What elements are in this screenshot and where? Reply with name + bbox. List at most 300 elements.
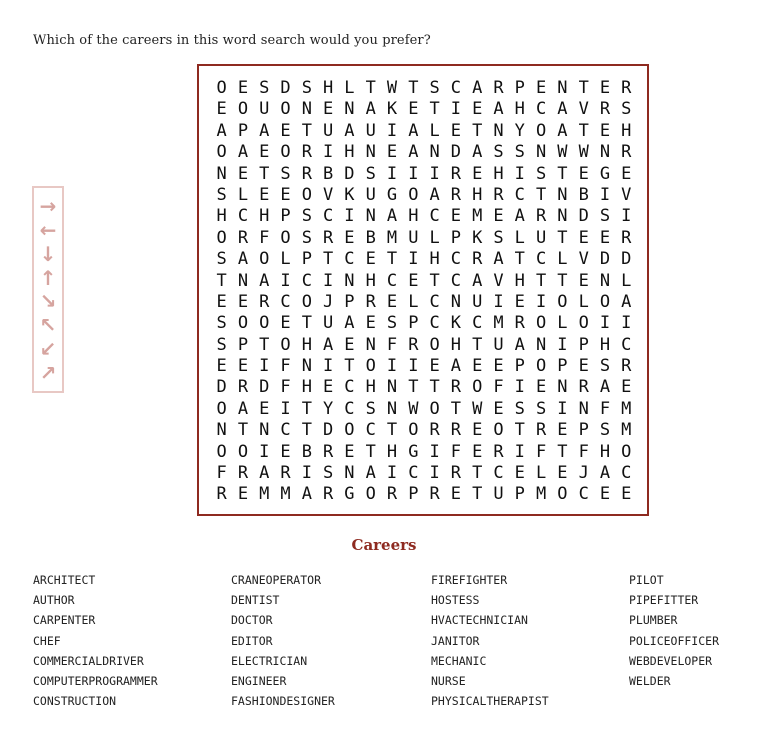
grid-letter[interactable]: S [535, 398, 547, 419]
grid-letter[interactable]: M [259, 484, 270, 505]
grid-letter[interactable]: S [301, 78, 312, 98]
grid-letter[interactable]: R [621, 227, 632, 248]
grid-letter[interactable]: E [450, 120, 462, 141]
grid-letter[interactable]: Y [323, 398, 334, 419]
grid-letter[interactable]: I [557, 334, 568, 355]
grid-letter[interactable]: O [557, 291, 568, 312]
grid-letter[interactable]: V [323, 184, 334, 205]
grid-letter[interactable]: T [578, 120, 589, 141]
grid-letter[interactable]: P [578, 420, 589, 441]
grid-letter[interactable]: E [493, 398, 504, 419]
grid-letter[interactable]: G [599, 163, 611, 184]
grid-letter[interactable]: H [323, 78, 334, 98]
grid-letter[interactable]: F [599, 398, 611, 419]
grid-letter[interactable]: S [599, 356, 611, 377]
grid-letter[interactable]: I [323, 356, 334, 377]
grid-letter[interactable]: E [621, 377, 632, 398]
grid-letter[interactable]: C [621, 463, 632, 484]
grid-letter[interactable]: R [429, 484, 440, 505]
grid-letter[interactable]: E [280, 313, 291, 334]
grid-letter[interactable]: M [386, 227, 398, 248]
grid-letter[interactable]: S [216, 334, 227, 355]
grid-letter[interactable]: I [323, 142, 334, 163]
grid-letter[interactable]: O [621, 441, 632, 462]
grid-letter[interactable]: G [408, 441, 419, 462]
grid-letter[interactable]: A [599, 377, 611, 398]
grid-letter[interactable]: L [237, 184, 249, 205]
grid-letter[interactable]: N [493, 120, 504, 141]
grid-letter[interactable]: U [365, 120, 376, 141]
grid-letter[interactable]: R [323, 227, 334, 248]
grid-letter[interactable]: E [599, 120, 611, 141]
grid-letter[interactable]: V [493, 270, 504, 291]
grid-letter[interactable]: I [599, 313, 611, 334]
grid-letter[interactable]: E [237, 163, 249, 184]
grid-letter[interactable]: T [429, 99, 440, 120]
grid-letter[interactable]: T [450, 398, 462, 419]
grid-letter[interactable]: N [216, 163, 227, 184]
grid-letter[interactable]: O [216, 398, 227, 419]
grid-letter[interactable]: O [429, 334, 440, 355]
grid-letter[interactable]: I [386, 356, 398, 377]
grid-letter[interactable]: I [408, 356, 419, 377]
grid-letter[interactable]: R [408, 334, 419, 355]
grid-letter[interactable]: O [301, 291, 312, 312]
grid-letter[interactable]: P [344, 291, 355, 312]
grid-letter[interactable]: B [301, 441, 312, 462]
grid-letter[interactable]: I [535, 291, 547, 312]
grid-letter[interactable]: E [280, 120, 291, 141]
grid-letter[interactable]: F [535, 441, 547, 462]
grid-letter[interactable]: C [280, 291, 291, 312]
grid-letter[interactable]: H [408, 206, 419, 227]
grid-letter[interactable]: S [216, 184, 227, 205]
grid-letter[interactable]: H [429, 249, 440, 270]
grid-letter[interactable]: A [514, 206, 525, 227]
grid-letter[interactable]: A [450, 356, 462, 377]
grid-letter[interactable]: R [301, 163, 312, 184]
grid-letter[interactable]: T [301, 420, 312, 441]
grid-letter[interactable]: C [344, 249, 355, 270]
grid-letter[interactable]: A [301, 484, 312, 505]
grid-letter[interactable]: P [514, 484, 525, 505]
grid-letter[interactable]: R [323, 441, 334, 462]
grid-letter[interactable]: L [408, 291, 419, 312]
grid-letter[interactable]: W [578, 142, 589, 163]
grid-letter[interactable]: I [429, 441, 440, 462]
grid-letter[interactable]: H [472, 184, 483, 205]
grid-letter[interactable]: I [386, 120, 398, 141]
grid-letter[interactable]: T [557, 270, 568, 291]
grid-letter[interactable]: N [301, 99, 312, 120]
grid-letter[interactable]: U [365, 184, 376, 205]
grid-letter[interactable]: A [259, 270, 270, 291]
grid-letter[interactable]: E [557, 463, 568, 484]
grid-letter[interactable]: C [514, 184, 525, 205]
grid-letter[interactable]: O [280, 334, 291, 355]
grid-letter[interactable]: T [365, 441, 376, 462]
grid-letter[interactable]: P [578, 334, 589, 355]
grid-letter[interactable]: E [578, 356, 589, 377]
grid-letter[interactable]: N [386, 377, 398, 398]
grid-letter[interactable]: E [386, 291, 398, 312]
grid-letter[interactable]: H [386, 441, 398, 462]
grid-letter[interactable]: D [599, 249, 611, 270]
grid-letter[interactable]: D [344, 163, 355, 184]
grid-letter[interactable]: I [514, 163, 525, 184]
grid-letter[interactable]: O [216, 142, 227, 163]
grid-letter[interactable]: U [259, 99, 270, 120]
grid-letter[interactable]: B [365, 227, 376, 248]
grid-letter[interactable]: C [301, 270, 312, 291]
grid-letter[interactable]: K [386, 99, 398, 120]
grid-letter[interactable]: A [237, 398, 249, 419]
grid-letter[interactable]: I [408, 249, 419, 270]
grid-letter[interactable]: O [259, 313, 270, 334]
grid-letter[interactable]: A [493, 249, 504, 270]
grid-letter[interactable]: O [535, 356, 547, 377]
grid-letter[interactable]: O [216, 78, 227, 98]
grid-letter[interactable]: A [408, 120, 419, 141]
grid-letter[interactable]: S [365, 163, 376, 184]
grid-letter[interactable]: T [557, 163, 568, 184]
grid-letter[interactable]: E [450, 484, 462, 505]
grid-letter[interactable]: C [365, 420, 376, 441]
grid-letter[interactable]: E [408, 270, 419, 291]
grid-letter[interactable]: E [365, 249, 376, 270]
grid-letter[interactable]: I [429, 163, 440, 184]
grid-letter[interactable]: N [216, 420, 227, 441]
grid-letter[interactable]: N [557, 184, 568, 205]
grid-letter[interactable]: O [301, 184, 312, 205]
grid-letter[interactable]: S [301, 227, 312, 248]
grid-letter[interactable]: P [280, 206, 291, 227]
grid-letter[interactable]: N [344, 270, 355, 291]
grid-letter[interactable]: I [514, 441, 525, 462]
grid-letter[interactable]: H [599, 334, 611, 355]
grid-letter[interactable]: R [621, 356, 632, 377]
grid-letter[interactable]: N [386, 398, 398, 419]
grid-letter[interactable]: T [514, 249, 525, 270]
grid-letter[interactable]: L [557, 313, 568, 334]
grid-letter[interactable]: M [621, 398, 632, 419]
grid-letter[interactable]: R [237, 227, 249, 248]
grid-letter[interactable]: R [365, 291, 376, 312]
grid-letter[interactable]: T [535, 184, 547, 205]
grid-letter[interactable]: T [386, 249, 398, 270]
grid-letter[interactable]: O [237, 313, 249, 334]
grid-letter[interactable]: E [323, 99, 334, 120]
grid-letter[interactable]: P [408, 313, 419, 334]
grid-letter[interactable]: I [450, 99, 462, 120]
grid-letter[interactable]: A [344, 120, 355, 141]
grid-letter[interactable]: D [259, 377, 270, 398]
grid-letter[interactable]: R [514, 313, 525, 334]
grid-letter[interactable]: W [386, 78, 398, 98]
grid-letter[interactable]: P [557, 356, 568, 377]
grid-letter[interactable]: A [365, 463, 376, 484]
grid-letter[interactable]: I [323, 270, 334, 291]
grid-letter[interactable]: I [259, 356, 270, 377]
grid-letter[interactable]: U [323, 120, 334, 141]
grid-letter[interactable]: O [599, 291, 611, 312]
grid-letter[interactable]: E [493, 206, 504, 227]
grid-letter[interactable]: O [237, 441, 249, 462]
grid-letter[interactable]: M [472, 206, 483, 227]
grid-letter[interactable]: E [450, 206, 462, 227]
grid-letter[interactable]: C [535, 99, 547, 120]
grid-letter[interactable]: E [557, 420, 568, 441]
grid-letter[interactable]: I [386, 463, 398, 484]
grid-letter[interactable]: C [493, 463, 504, 484]
grid-letter[interactable]: O [578, 313, 589, 334]
grid-letter[interactable]: A [259, 463, 270, 484]
grid-letter[interactable]: T [557, 227, 568, 248]
grid-letter[interactable]: T [386, 420, 398, 441]
grid-letter[interactable]: M [493, 313, 504, 334]
grid-letter[interactable]: C [280, 420, 291, 441]
grid-letter[interactable]: N [365, 334, 376, 355]
grid-letter[interactable]: I [514, 377, 525, 398]
grid-letter[interactable]: E [216, 99, 227, 120]
grid-letter[interactable]: T [472, 463, 483, 484]
grid-letter[interactable]: O [280, 99, 291, 120]
grid-letter[interactable]: I [301, 463, 312, 484]
grid-letter[interactable]: R [216, 484, 227, 505]
grid-letter[interactable]: N [599, 142, 611, 163]
grid-letter[interactable]: B [323, 163, 334, 184]
grid-letter[interactable]: P [237, 334, 249, 355]
grid-letter[interactable]: R [493, 441, 504, 462]
grid-letter[interactable]: U [493, 484, 504, 505]
grid-letter[interactable]: F [386, 334, 398, 355]
grid-letter[interactable]: R [450, 463, 462, 484]
grid-letter[interactable]: E [216, 291, 227, 312]
grid-letter[interactable]: A [386, 206, 398, 227]
grid-letter[interactable]: O [429, 398, 440, 419]
grid-letter[interactable]: L [429, 120, 440, 141]
grid-letter[interactable]: N [599, 270, 611, 291]
grid-letter[interactable]: U [535, 227, 547, 248]
grid-letter[interactable]: H [493, 163, 504, 184]
grid-letter[interactable]: R [301, 142, 312, 163]
grid-letter[interactable]: T [301, 313, 312, 334]
grid-letter[interactable]: C [429, 206, 440, 227]
grid-letter[interactable]: N [535, 334, 547, 355]
grid-letter[interactable]: I [280, 270, 291, 291]
grid-letter[interactable]: R [259, 291, 270, 312]
grid-letter[interactable]: E [280, 441, 291, 462]
grid-letter[interactable]: N [365, 206, 376, 227]
grid-letter[interactable]: A [323, 334, 334, 355]
grid-letter[interactable]: D [280, 78, 291, 98]
grid-letter[interactable]: S [514, 398, 525, 419]
grid-letter[interactable]: E [472, 441, 483, 462]
grid-letter[interactable]: Y [514, 120, 525, 141]
grid-letter[interactable]: I [621, 206, 632, 227]
grid-letter[interactable]: E [259, 184, 270, 205]
grid-letter[interactable]: T [472, 484, 483, 505]
grid-letter[interactable]: E [599, 78, 611, 98]
grid-letter[interactable]: A [493, 99, 504, 120]
grid-letter[interactable]: U [493, 334, 504, 355]
grid-letter[interactable]: R [535, 420, 547, 441]
grid-letter[interactable]: U [472, 291, 483, 312]
grid-letter[interactable]: S [365, 398, 376, 419]
grid-letter[interactable]: T [429, 377, 440, 398]
grid-letter[interactable]: E [493, 356, 504, 377]
grid-letter[interactable]: S [493, 142, 504, 163]
grid-letter[interactable]: F [578, 441, 589, 462]
grid-letter[interactable]: A [365, 99, 376, 120]
grid-letter[interactable]: O [365, 484, 376, 505]
grid-letter[interactable]: G [386, 184, 398, 205]
grid-letter[interactable]: T [472, 120, 483, 141]
grid-letter[interactable]: H [301, 334, 312, 355]
grid-letter[interactable]: O [237, 99, 249, 120]
grid-letter[interactable]: A [472, 270, 483, 291]
grid-letter[interactable]: H [450, 334, 462, 355]
grid-letter[interactable]: N [344, 99, 355, 120]
grid-letter[interactable]: C [323, 206, 334, 227]
grid-letter[interactable]: C [450, 270, 462, 291]
grid-letter[interactable]: C [450, 78, 462, 98]
grid-letter[interactable]: A [514, 334, 525, 355]
grid-letter[interactable]: E [514, 463, 525, 484]
grid-letter[interactable]: C [578, 484, 589, 505]
grid-letter[interactable]: S [280, 163, 291, 184]
grid-letter[interactable]: N [365, 142, 376, 163]
grid-letter[interactable]: N [578, 398, 589, 419]
grid-letter[interactable]: E [599, 227, 611, 248]
grid-letter[interactable]: E [237, 484, 249, 505]
grid-letter[interactable]: V [578, 249, 589, 270]
grid-letter[interactable]: E [323, 377, 334, 398]
grid-letter[interactable]: E [429, 356, 440, 377]
grid-letter[interactable]: N [557, 206, 568, 227]
grid-letter[interactable]: N [557, 78, 568, 98]
grid-letter[interactable]: E [578, 270, 589, 291]
grid-letter[interactable]: A [621, 291, 632, 312]
grid-letter[interactable]: S [216, 249, 227, 270]
grid-letter[interactable]: T [535, 270, 547, 291]
grid-letter[interactable]: T [216, 270, 227, 291]
grid-letter[interactable]: T [259, 334, 270, 355]
grid-letter[interactable]: L [344, 78, 355, 98]
grid-letter[interactable]: R [323, 484, 334, 505]
grid-letter[interactable]: A [557, 99, 568, 120]
grid-letter[interactable]: N [450, 291, 462, 312]
grid-letter[interactable]: E [344, 334, 355, 355]
grid-letter[interactable]: A [344, 313, 355, 334]
grid-letter[interactable]: J [323, 291, 334, 312]
grid-letter[interactable]: G [344, 484, 355, 505]
grid-letter[interactable]: E [599, 484, 611, 505]
grid-letter[interactable]: V [621, 184, 632, 205]
grid-letter[interactable]: H [514, 270, 525, 291]
grid-letter[interactable]: W [408, 398, 419, 419]
grid-letter[interactable]: I [344, 206, 355, 227]
grid-letter[interactable]: T [301, 120, 312, 141]
grid-letter[interactable]: O [408, 420, 419, 441]
grid-letter[interactable]: T [514, 420, 525, 441]
grid-letter[interactable]: F [216, 463, 227, 484]
grid-letter[interactable]: K [344, 184, 355, 205]
grid-letter[interactable]: A [557, 120, 568, 141]
grid-letter[interactable]: I [259, 441, 270, 462]
grid-letter[interactable]: E [535, 377, 547, 398]
grid-letter[interactable]: T [259, 163, 270, 184]
grid-letter[interactable]: A [259, 120, 270, 141]
grid-letter[interactable]: I [557, 398, 568, 419]
grid-letter[interactable]: O [344, 420, 355, 441]
grid-letter[interactable]: I [621, 313, 632, 334]
grid-letter[interactable]: I [429, 463, 440, 484]
grid-letter[interactable]: R [237, 377, 249, 398]
grid-letter[interactable]: R [578, 377, 589, 398]
grid-letter[interactable]: R [386, 484, 398, 505]
grid-letter[interactable]: P [450, 227, 462, 248]
grid-letter[interactable]: A [429, 184, 440, 205]
grid-letter[interactable]: R [450, 184, 462, 205]
grid-letter[interactable]: E [514, 291, 525, 312]
grid-letter[interactable]: C [408, 463, 419, 484]
grid-letter[interactable]: E [472, 163, 483, 184]
grid-letter[interactable]: E [216, 356, 227, 377]
grid-letter[interactable]: E [365, 313, 376, 334]
grid-letter[interactable]: E [237, 356, 249, 377]
grid-letter[interactable]: T [323, 249, 334, 270]
grid-letter[interactable]: E [259, 398, 270, 419]
grid-letter[interactable]: S [386, 313, 398, 334]
grid-letter[interactable]: D [216, 377, 227, 398]
grid-letter[interactable]: D [450, 142, 462, 163]
grid-letter[interactable]: L [578, 291, 589, 312]
grid-letter[interactable]: E [408, 99, 419, 120]
grid-letter[interactable]: R [493, 184, 504, 205]
grid-letter[interactable]: U [408, 227, 419, 248]
grid-letter[interactable]: O [280, 227, 291, 248]
grid-letter[interactable]: K [472, 227, 483, 248]
grid-letter[interactable]: T [237, 420, 249, 441]
grid-letter[interactable]: C [429, 291, 440, 312]
grid-letter[interactable]: H [259, 206, 270, 227]
grid-letter[interactable]: I [408, 163, 419, 184]
grid-letter[interactable]: P [301, 249, 312, 270]
grid-letter[interactable]: C [472, 313, 483, 334]
grid-letter[interactable]: E [237, 78, 249, 98]
grid-letter[interactable]: O [493, 420, 504, 441]
grid-letter[interactable]: F [280, 377, 291, 398]
grid-letter[interactable]: R [280, 463, 291, 484]
grid-letter[interactable]: M [280, 484, 291, 505]
grid-letter[interactable]: C [386, 270, 398, 291]
grid-letter[interactable]: H [599, 441, 611, 462]
grid-letter[interactable]: E [578, 163, 589, 184]
grid-letter[interactable]: S [599, 420, 611, 441]
grid-letter[interactable]: E [386, 142, 398, 163]
grid-letter[interactable]: R [472, 249, 483, 270]
grid-letter[interactable]: I [599, 184, 611, 205]
grid-letter[interactable]: P [408, 484, 419, 505]
grid-letter[interactable]: A [237, 142, 249, 163]
grid-letter[interactable]: E [578, 227, 589, 248]
grid-letter[interactable]: T [557, 441, 568, 462]
grid-letter[interactable]: S [301, 206, 312, 227]
grid-letter[interactable]: A [408, 142, 419, 163]
grid-letter[interactable]: D [578, 206, 589, 227]
grid-letter[interactable]: R [237, 463, 249, 484]
